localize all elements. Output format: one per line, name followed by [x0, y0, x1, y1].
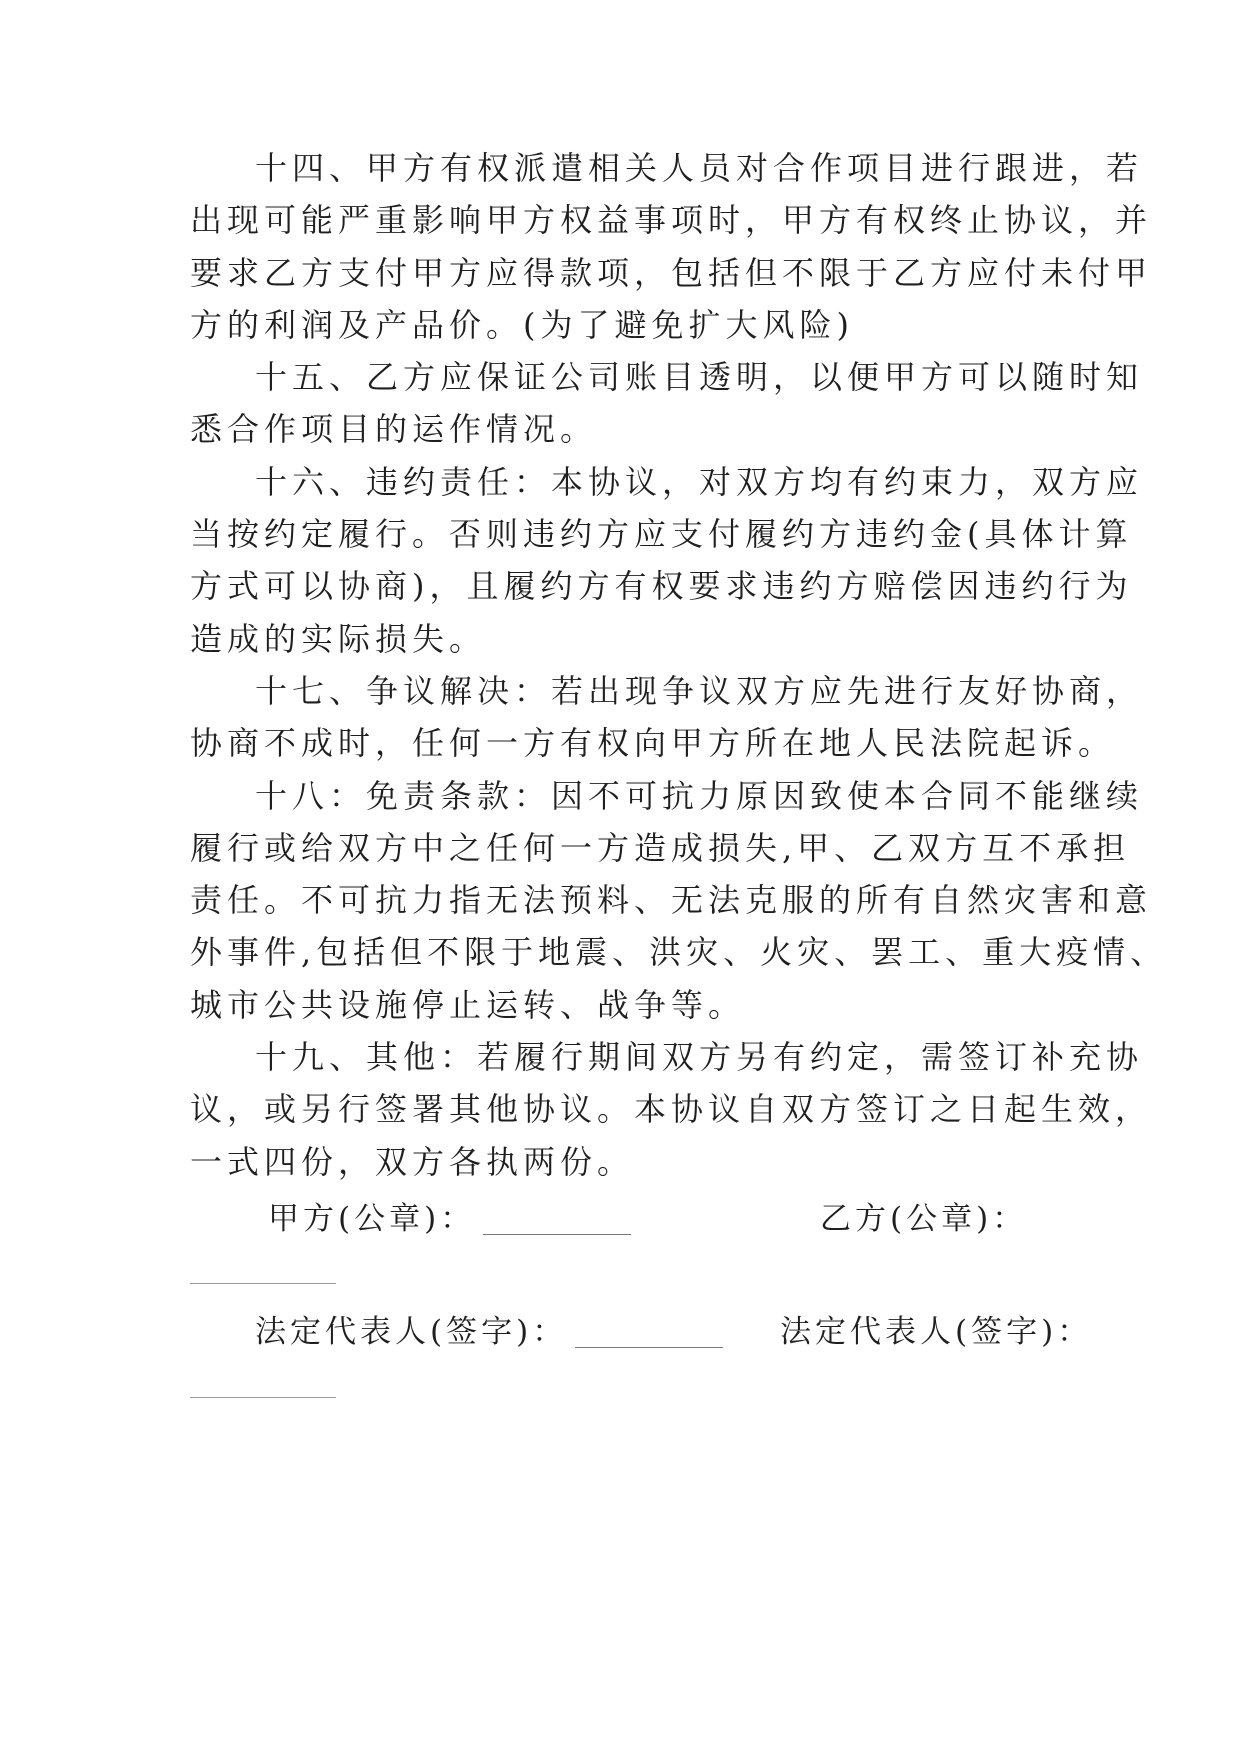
clause-18-line-5: 城市公共设施停止运转、战争等。	[190, 986, 746, 1024]
clause-15-line-1: 十五、乙方应保证公司账目透明，以便甲方可以随时知	[255, 358, 1144, 396]
party-a-rep-line	[255, 1312, 723, 1352]
clause-16-line-3: 方式可以协商)，且履约方有权要求违约方赔偿因违约行为	[190, 567, 1133, 605]
clause-14-line-3: 要求乙方支付甲方应得款项，包括但不限于乙方应付未付甲	[190, 254, 1153, 292]
clause-16-line-2: 当按约定履行。否则违约方应支付履约方违约金(具体计算	[190, 515, 1133, 553]
clause-16-line-4: 造成的实际损失。	[190, 620, 487, 658]
clause-16-line-1: 十六、违约责任：本协议，对双方均有约束力，双方应	[255, 463, 1144, 501]
clause-18-line-2: 履行或给双方中之任何一方造成损失,甲、乙双方互不承担	[190, 829, 1131, 867]
clause-14-line-1: 十四、甲方有权派遣相关人员对合作项目进行跟进，若	[255, 149, 1144, 187]
clause-17-line-1: 十七、争议解决：若出现争议双方应先进行友好协商，	[255, 672, 1144, 710]
party-a-seal-blank	[483, 1206, 631, 1235]
clause-14-line-2: 出现可能严重影响甲方权益事项时，甲方有权终止协议，并	[190, 201, 1153, 239]
party-b-rep-line	[780, 1312, 1092, 1352]
party-a-rep-label: 法定代表人(签字)：	[255, 1314, 568, 1350]
party-b-rep-label: 法定代表人(签字)：	[780, 1314, 1093, 1350]
clause-19-line-3: 一式四份，双方各执两份。	[190, 1143, 635, 1181]
clause-18-line-4: 外事件,包括但不限于地震、洪灾、火灾、罢工、重大疫情、	[190, 933, 1168, 971]
party-a-seal-label: 甲方(公章)：	[268, 1201, 476, 1237]
clause-18-line-1: 十八：免责条款：因不可抗力原因致使本合同不能继续	[255, 777, 1144, 815]
clause-18-line-3: 责任。不可抗力指无法预料、无法克服的所有自然灾害和意	[190, 881, 1153, 919]
party-b-seal-label: 乙方(公章)：	[820, 1201, 1028, 1237]
clause-19-line-2: 议，或另行签署其他协议。本协议自双方签订之日起生效，	[190, 1090, 1153, 1128]
party-b-seal-blank	[190, 1283, 336, 1284]
party-a-rep-blank	[575, 1319, 723, 1348]
party-a-seal-line	[268, 1199, 631, 1239]
clause-15-line-2: 悉合作项目的运作情况。	[190, 410, 598, 448]
clause-17-line-2: 协商不成时，任何一方有权向甲方所在地人民法院起诉。	[190, 724, 1116, 762]
party-b-seal-line	[820, 1199, 1027, 1239]
party-b-rep-blank	[190, 1397, 336, 1398]
clause-19-line-1: 十九、其他：若履行期间双方另有约定，需签订补充协	[255, 1038, 1144, 1076]
clause-14-line-4: 方的利润及产品价。(为了避免扩大风险)	[190, 306, 854, 344]
